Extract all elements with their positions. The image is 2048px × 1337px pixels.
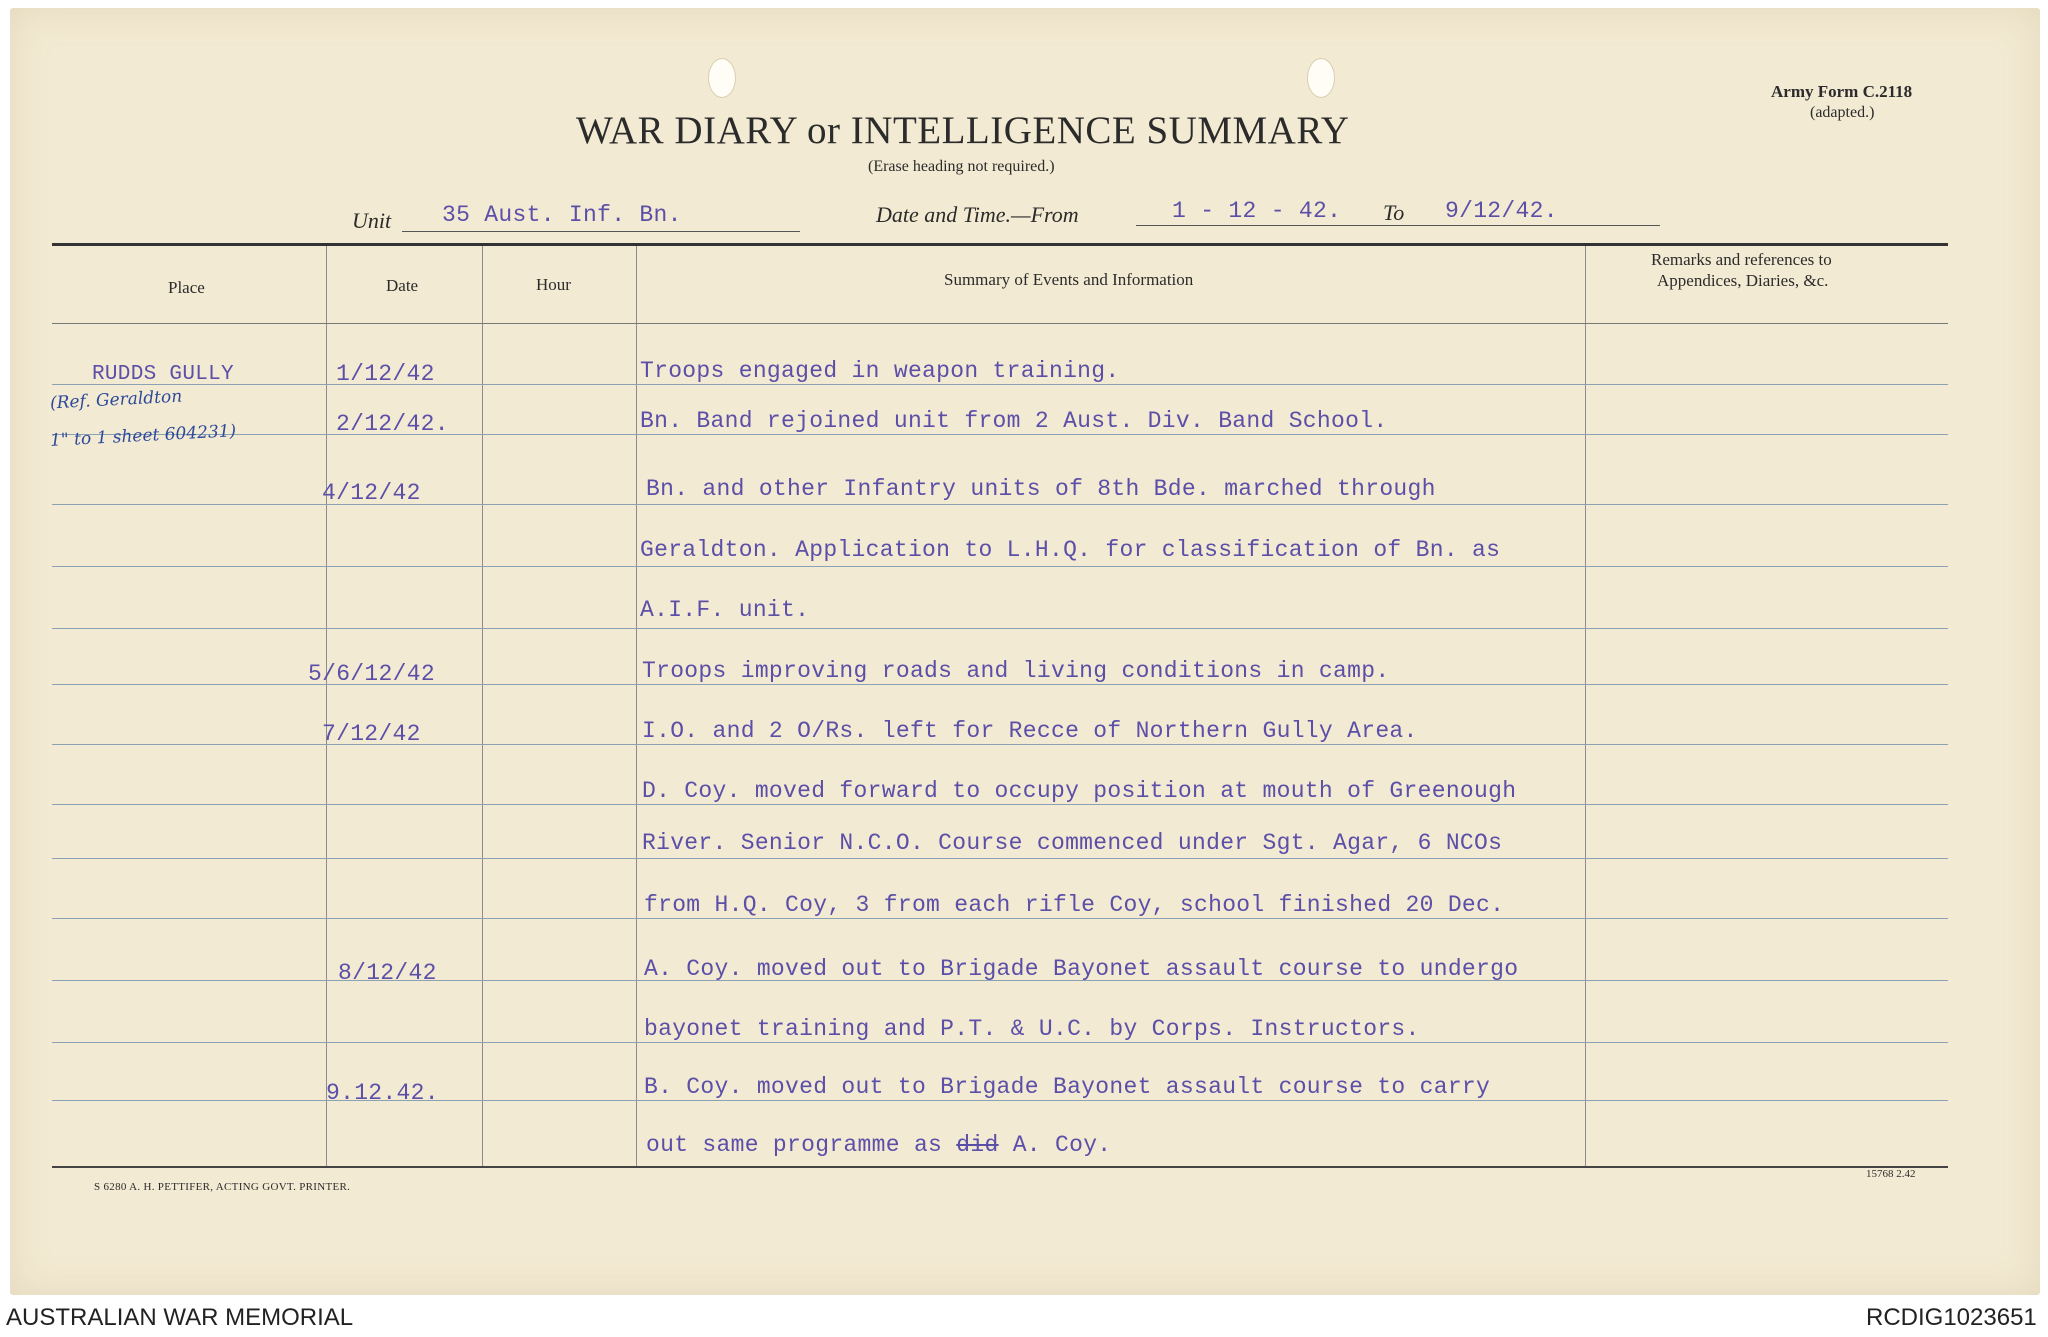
entry-text: B. Coy. moved out to Brigade Bayonet assault course to carry (644, 1074, 1491, 1100)
punch-hole-left (708, 58, 736, 98)
col-header-remarks-2: Appendices, Diaries, &c. (1657, 271, 1829, 290)
entry-text: Bn. Band rejoined unit from 2 Aust. Div. Band School. (640, 408, 1388, 434)
entry-text: from H.Q. Coy, 3 from each rifle Coy, school finished 20 Dec. (644, 892, 1505, 918)
ruled-line (52, 858, 1948, 859)
entry-text-start: out same programme as (646, 1132, 943, 1158)
printer-imprint: S 6280 A. H. PETTIFER, ACTING GOVT. PRINTER. (94, 1181, 351, 1193)
place-ref-line1: (Ref. Geraldton (49, 386, 183, 414)
ruled-line (52, 804, 1948, 805)
unit-value: 35 Aust. Inf. Bn. (442, 202, 682, 228)
entry-text: Geraldton. Application to L.H.Q. for classification of Bn. as (640, 537, 1501, 563)
entry-date: 9.12.42. (326, 1080, 439, 1106)
entry-text: bayonet training and P.T. & U.C. by Corps. Instructors. (644, 1016, 1420, 1042)
header-bottom-rule (52, 323, 1948, 324)
ruled-line (52, 1042, 1948, 1043)
entry-date: 2/12/42. (336, 411, 449, 437)
entry-text: Troops engaged in weapon training. (640, 358, 1120, 384)
entry-date: 8/12/42 (338, 960, 437, 986)
entry-text: Bn. and other Infantry units of 8th Bde. marched through (646, 476, 1436, 502)
to-label: To (1383, 200, 1405, 225)
struck-word: did (956, 1132, 999, 1158)
entry-date: 5/6/12/42 (308, 661, 435, 687)
entry-text: River. Senior N.C.O. Course commenced under Sgt. Agar, 6 NCOs (642, 830, 1503, 856)
entry-date: 4/12/42 (322, 480, 421, 506)
col-header-place: Place (168, 278, 205, 297)
punch-hole-right (1307, 58, 1335, 98)
entry-text: A. Coy. moved out to Brigade Bayonet assault course to undergo (644, 956, 1519, 982)
unit-label: Unit (352, 208, 392, 233)
ruled-line (52, 918, 1948, 919)
entry-date: 1/12/42 (336, 361, 435, 387)
col-header-remarks-1: Remarks and references to (1651, 250, 1832, 269)
unit-underline (402, 231, 800, 232)
archive-name: AUSTRALIAN WAR MEMORIAL (6, 1304, 354, 1331)
place-ref-line2: 1" to 1 sheet 604231) (49, 421, 237, 451)
form-title: WAR DIARY or INTELLIGENCE SUMMARY (576, 109, 1350, 152)
entry-text-end: A. Coy. (1012, 1132, 1112, 1158)
entry-text: D. Coy. moved forward to occupy position at mouth of Greenough (642, 778, 1517, 804)
entry-text: I.O. and 2 O/Rs. left for Recce of Northern Gully Area. (642, 718, 1418, 744)
entry-text: A.I.F. unit. (640, 597, 810, 623)
entry-text (646, 1132, 1111, 1158)
ruled-line (52, 566, 1948, 567)
entry-date: 7/12/42 (322, 721, 421, 747)
form-note: (adapted.) (1810, 104, 1875, 121)
col-header-date: Date (386, 276, 419, 295)
form-print-code: 15768 2.42 (1866, 1168, 1916, 1180)
table-top-rule (52, 243, 1948, 246)
archive-id: RCDIG1023651 (1866, 1304, 2037, 1331)
entry-text: Troops improving roads and living conditions in camp. (642, 658, 1390, 684)
col-header-summary: Summary of Events and Information (944, 270, 1194, 289)
date-label: Date and Time.—From (876, 202, 1079, 227)
from-value: 1 - 12 - 42. (1172, 198, 1342, 224)
place-name: RUDDS GULLY (92, 363, 234, 386)
table-bottom-rule (52, 1166, 1948, 1168)
form-subtitle: (Erase heading not required.) (868, 158, 1055, 175)
date-underline (1136, 225, 1660, 226)
form-number: Army Form C.2118 (1771, 82, 1913, 101)
col-header-hour: Hour (536, 275, 571, 294)
to-value: 9/12/42. (1445, 198, 1558, 224)
ruled-line (52, 628, 1948, 629)
